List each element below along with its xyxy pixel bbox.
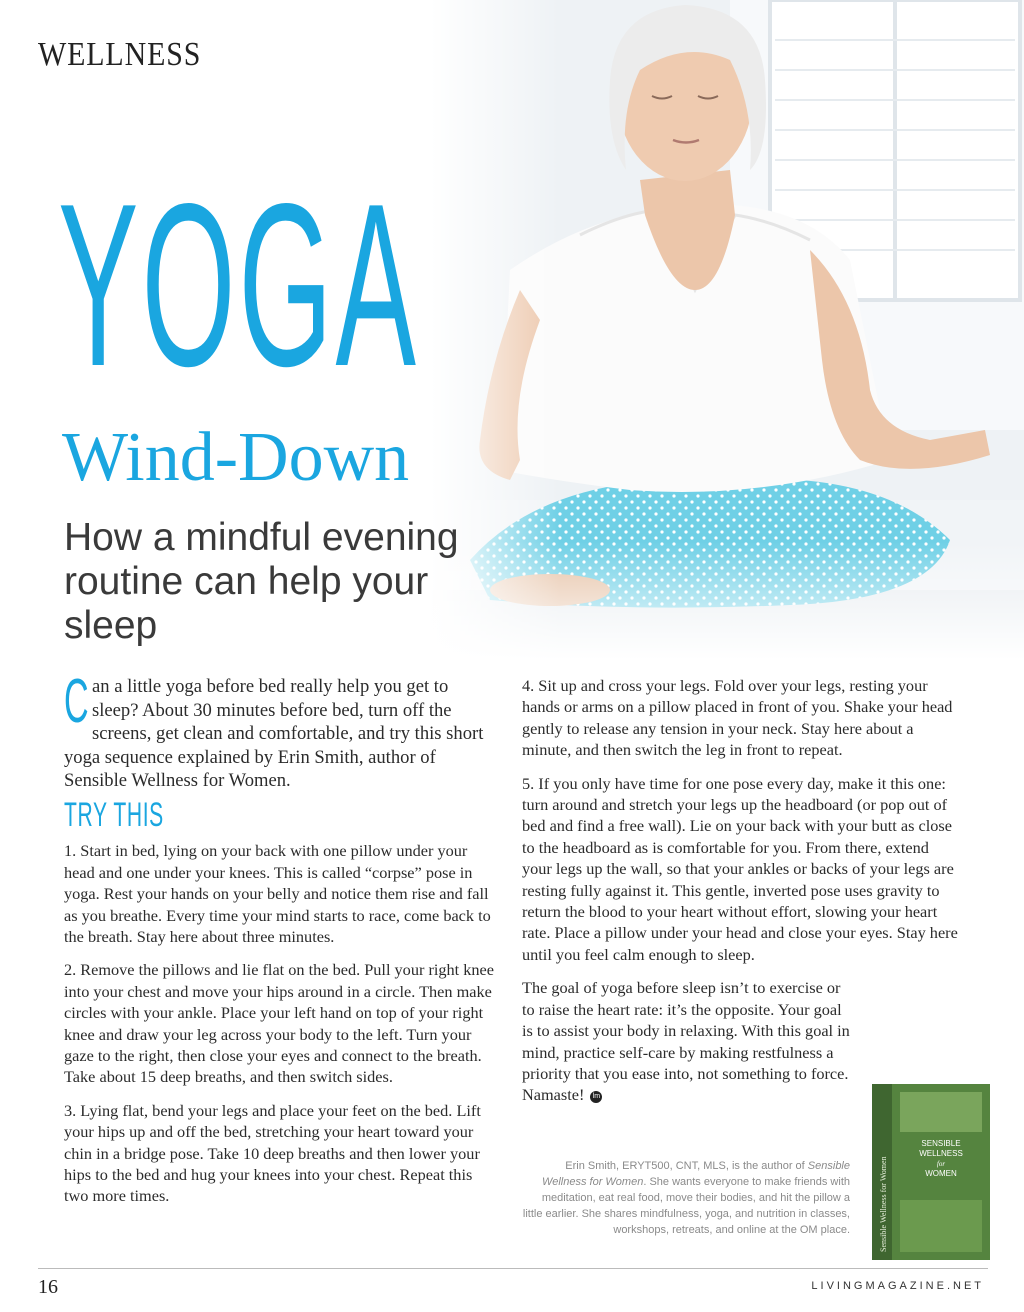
book-title-line-4: WOMEN <box>925 1169 957 1178</box>
step-1: 1. Start in bed, lying on your back with one pillow under your head and one under your knees. This is called “corpse” pose in yoga. Rest your hands on your belly and notice them rise and fall as you breathe. Every time your mind starts to race, come back to the breath. Stay here about three minutes. <box>64 841 491 946</box>
section-label: WELLNESS <box>38 36 202 73</box>
book-cover-image <box>872 1082 990 1262</box>
step-3: 3. Lying flat, bend your legs and place your feet on the bed. Lift your hips up and off the bed, stretching your heart toward your chin in a bridge pose. Take 10 deep breaths and then lower your hips to the bed and hug your knees into your chest. Repeat this two more times. <box>64 1100 481 1206</box>
try-this-heading: TRY THIS <box>64 795 164 834</box>
headline-yoga: YOGA <box>58 156 420 415</box>
closing-paragraph <box>522 977 852 1105</box>
site-url: LIVINGMAGAZINE.NET <box>811 1280 984 1292</box>
subheadline: How a mindful evening routine can help your sleep <box>64 516 459 647</box>
drop-cap: C <box>64 667 89 736</box>
closing-text: The goal of yoga before sleep isn’t to exercise or to raise the heart rate: it’s the opposite. Your goal is to assist your body in relaxing. With this goal in mind, practice self-care by making restfulness a priority that you ease into, not something to force. Namaste! <box>522 978 850 1105</box>
page-number: 16 <box>38 1276 58 1298</box>
hero-photo <box>430 0 1024 660</box>
article-column-left <box>64 667 496 1219</box>
step-4: 4. Sit up and cross your legs. Fold over your legs, resting your hands or arms on a pillow placed in front of you. Shake your head gently to release any tension in your neck. Stay here about a minute, and then switch the leg in front to repeat. <box>522 676 953 760</box>
end-mark-icon: lm <box>590 1091 602 1103</box>
headline-wind-down: Wind-Down <box>62 419 410 496</box>
book-title-line-2: WELLNESS <box>919 1149 963 1158</box>
book-title-line-1: SENSIBLE <box>921 1139 961 1148</box>
step-5: 5. If you only have time for one pose every day, make it this one: turn around and stretch your legs up the headboard (or pop out of bed and find a free wall). Lie on your back with your butt as close to the headboard as is comfortable for you. From there, extend your legs up the wall, so that your ankles or backs of your legs are resting fully against it. This gentle, inverted pose uses gravity to return the blood to your heart without effort, slowing your heart rate. Place a pillow under your head and close your eyes. Stay here until you feel calm enough to sleep. <box>522 773 958 964</box>
book-spine-text: Sensible Wellness for Women <box>879 1156 888 1252</box>
intro-paragraph <box>64 667 496 793</box>
step-2: 2. Remove the pillows and lie flat on the bed. Pull your right knee into your chest and move your hips around in a circle. Then make circles with your ankle. Place your left hand on top of your right knee and draw your leg across your body to the left. Turn your gaze to the right, then close your eyes and connect to the breath. Take about 15 deep breaths, and then switch sides. <box>64 960 495 1087</box>
book-title-line-3: for <box>936 1160 946 1168</box>
intro-text: an a little yoga before bed really help you get to sleep? About 30 minutes before bed, turn off the screens, get clean and comfortable, and try this short yoga sequence explained by Erin Smith, author of Sensible Wellness for Women. <box>64 676 484 792</box>
author-bio <box>520 1158 850 1238</box>
footer-divider <box>38 1268 988 1269</box>
bio-text-start: Erin Smith, ERYT500, CNT, MLS, is the author of <box>565 1160 808 1172</box>
meditating-woman-illustration <box>430 0 1024 660</box>
article-column-right <box>522 675 962 1118</box>
bio-text-end: . She wants everyone to make friends with meditation, eat real food, move their bodies, and hit the pillow a little earlier. She shares mindfulness, yoga, and nutrition in classes, workshops, retreats, and online at the OM place. <box>522 1176 850 1236</box>
book-photo-top <box>900 1092 982 1132</box>
bio-book-title: Sensible Wellness for Women <box>542 1160 850 1188</box>
book-photo-bottom <box>900 1200 982 1252</box>
